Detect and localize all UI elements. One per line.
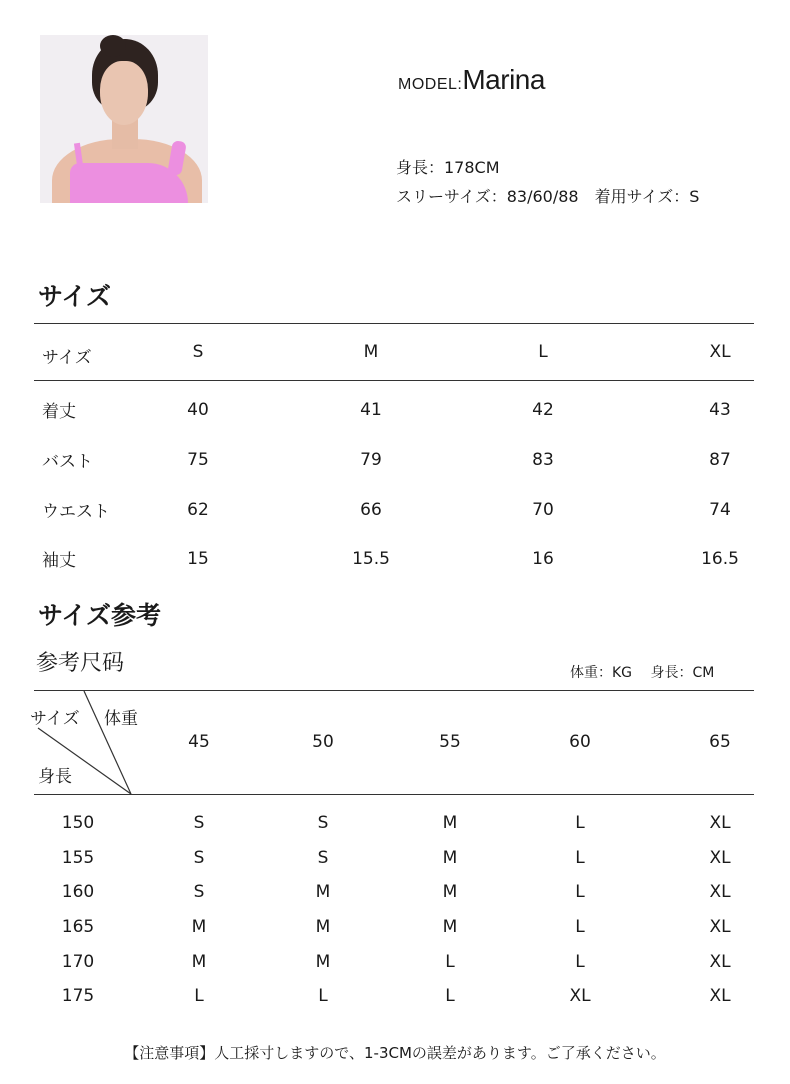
ref-size-cell: L (575, 848, 585, 868)
ref-size-cell: M (442, 848, 458, 868)
ref-size-cell: L (318, 986, 328, 1006)
size-header-label: サイズ (42, 348, 92, 368)
height-row-label: 170 (61, 952, 95, 972)
size-row-label: ウエスト (42, 502, 110, 522)
ref-size-cell: M (191, 952, 207, 972)
ref-size-cell: XL (709, 813, 731, 833)
size-cell: 41 (360, 400, 382, 420)
height-row-label: 165 (61, 917, 95, 937)
ref-size-cell: S (193, 848, 205, 868)
size-row-label: 袖丈 (42, 551, 76, 571)
size-header-cell: L (538, 342, 548, 362)
ref-size-cell: L (575, 917, 585, 937)
ref-size-cell: S (317, 813, 329, 833)
weight-header-cell: 45 (188, 732, 210, 752)
height-row-label: 175 (61, 986, 95, 1006)
size-cell: 43 (709, 400, 731, 420)
size-cell: 66 (360, 500, 382, 520)
ref-size-cell: L (575, 813, 585, 833)
weight-header-cell: 60 (569, 732, 591, 752)
size-cell: 75 (187, 450, 209, 470)
model-measurements: スリーサイズ：83/60/88 着用サイズ：S (396, 187, 700, 206)
size-cell: 15 (187, 549, 209, 569)
corner-weight-label: 体重 (104, 709, 138, 729)
size-cell: 74 (709, 500, 731, 520)
size-cell: 42 (532, 400, 554, 420)
size-cell: 15.5 (352, 549, 390, 569)
ref-size-cell: L (194, 986, 204, 1006)
size-header-cell: S (192, 342, 204, 362)
ref-size-cell: M (315, 882, 331, 902)
ref-size-cell: XL (569, 986, 591, 1006)
weight-header-cell: 50 (312, 732, 334, 752)
corner-size-label: サイズ (30, 709, 80, 729)
size-section-title: サイズ (38, 282, 112, 311)
size-header-cell: M (363, 342, 379, 362)
size-cell: 40 (187, 400, 209, 420)
ref-size-cell: L (445, 986, 455, 1006)
ref-size-cell: M (442, 882, 458, 902)
size-row-label: バスト (42, 452, 93, 472)
units-note: 体重：KG 身長：CM (570, 665, 715, 681)
ref-size-cell: XL (709, 848, 731, 868)
weight-header-cell: 55 (439, 732, 461, 752)
model-label: MODEL: (398, 76, 463, 93)
size-cell: 79 (360, 450, 382, 470)
ref-size-cell: S (317, 848, 329, 868)
reference-subtitle: 参考尺码 (36, 651, 125, 676)
ref-size-cell: L (575, 882, 585, 902)
ref-size-cell: XL (709, 882, 731, 902)
size-header-cell: XL (709, 342, 731, 362)
ref-size-cell: L (445, 952, 455, 972)
ref-size-cell: M (315, 917, 331, 937)
weight-header-cell: 65 (709, 732, 731, 752)
model-height: 身長：178CM (396, 158, 500, 177)
height-row-label: 150 (61, 813, 95, 833)
ref-size-cell: XL (709, 986, 731, 1006)
ref-size-cell: S (193, 882, 205, 902)
ref-size-cell: M (191, 917, 207, 937)
reference-section-title: サイズ参考 (38, 601, 162, 630)
ref-size-cell: M (315, 952, 331, 972)
height-row-label: 160 (61, 882, 95, 902)
height-row-label: 155 (61, 848, 95, 868)
ref-size-cell: M (442, 917, 458, 937)
ref-size-cell: L (575, 952, 585, 972)
size-cell: 87 (709, 450, 731, 470)
model-name: Marina (462, 64, 545, 95)
footer-note: 【注意事項】人工採寸しますので、1-3CMの誤差があります。ご了承ください。 (124, 1044, 666, 1062)
size-cell: 16.5 (701, 549, 739, 569)
size-cell: 62 (187, 500, 209, 520)
ref-size-cell: M (442, 813, 458, 833)
ref-size-cell: S (193, 813, 205, 833)
size-cell: 83 (532, 450, 554, 470)
ref-size-cell: XL (709, 917, 731, 937)
size-cell: 70 (532, 500, 554, 520)
corner-height-label: 身長 (38, 767, 72, 787)
size-cell: 16 (532, 549, 554, 569)
ref-size-cell: XL (709, 952, 731, 972)
size-row-label: 着丈 (42, 402, 76, 422)
